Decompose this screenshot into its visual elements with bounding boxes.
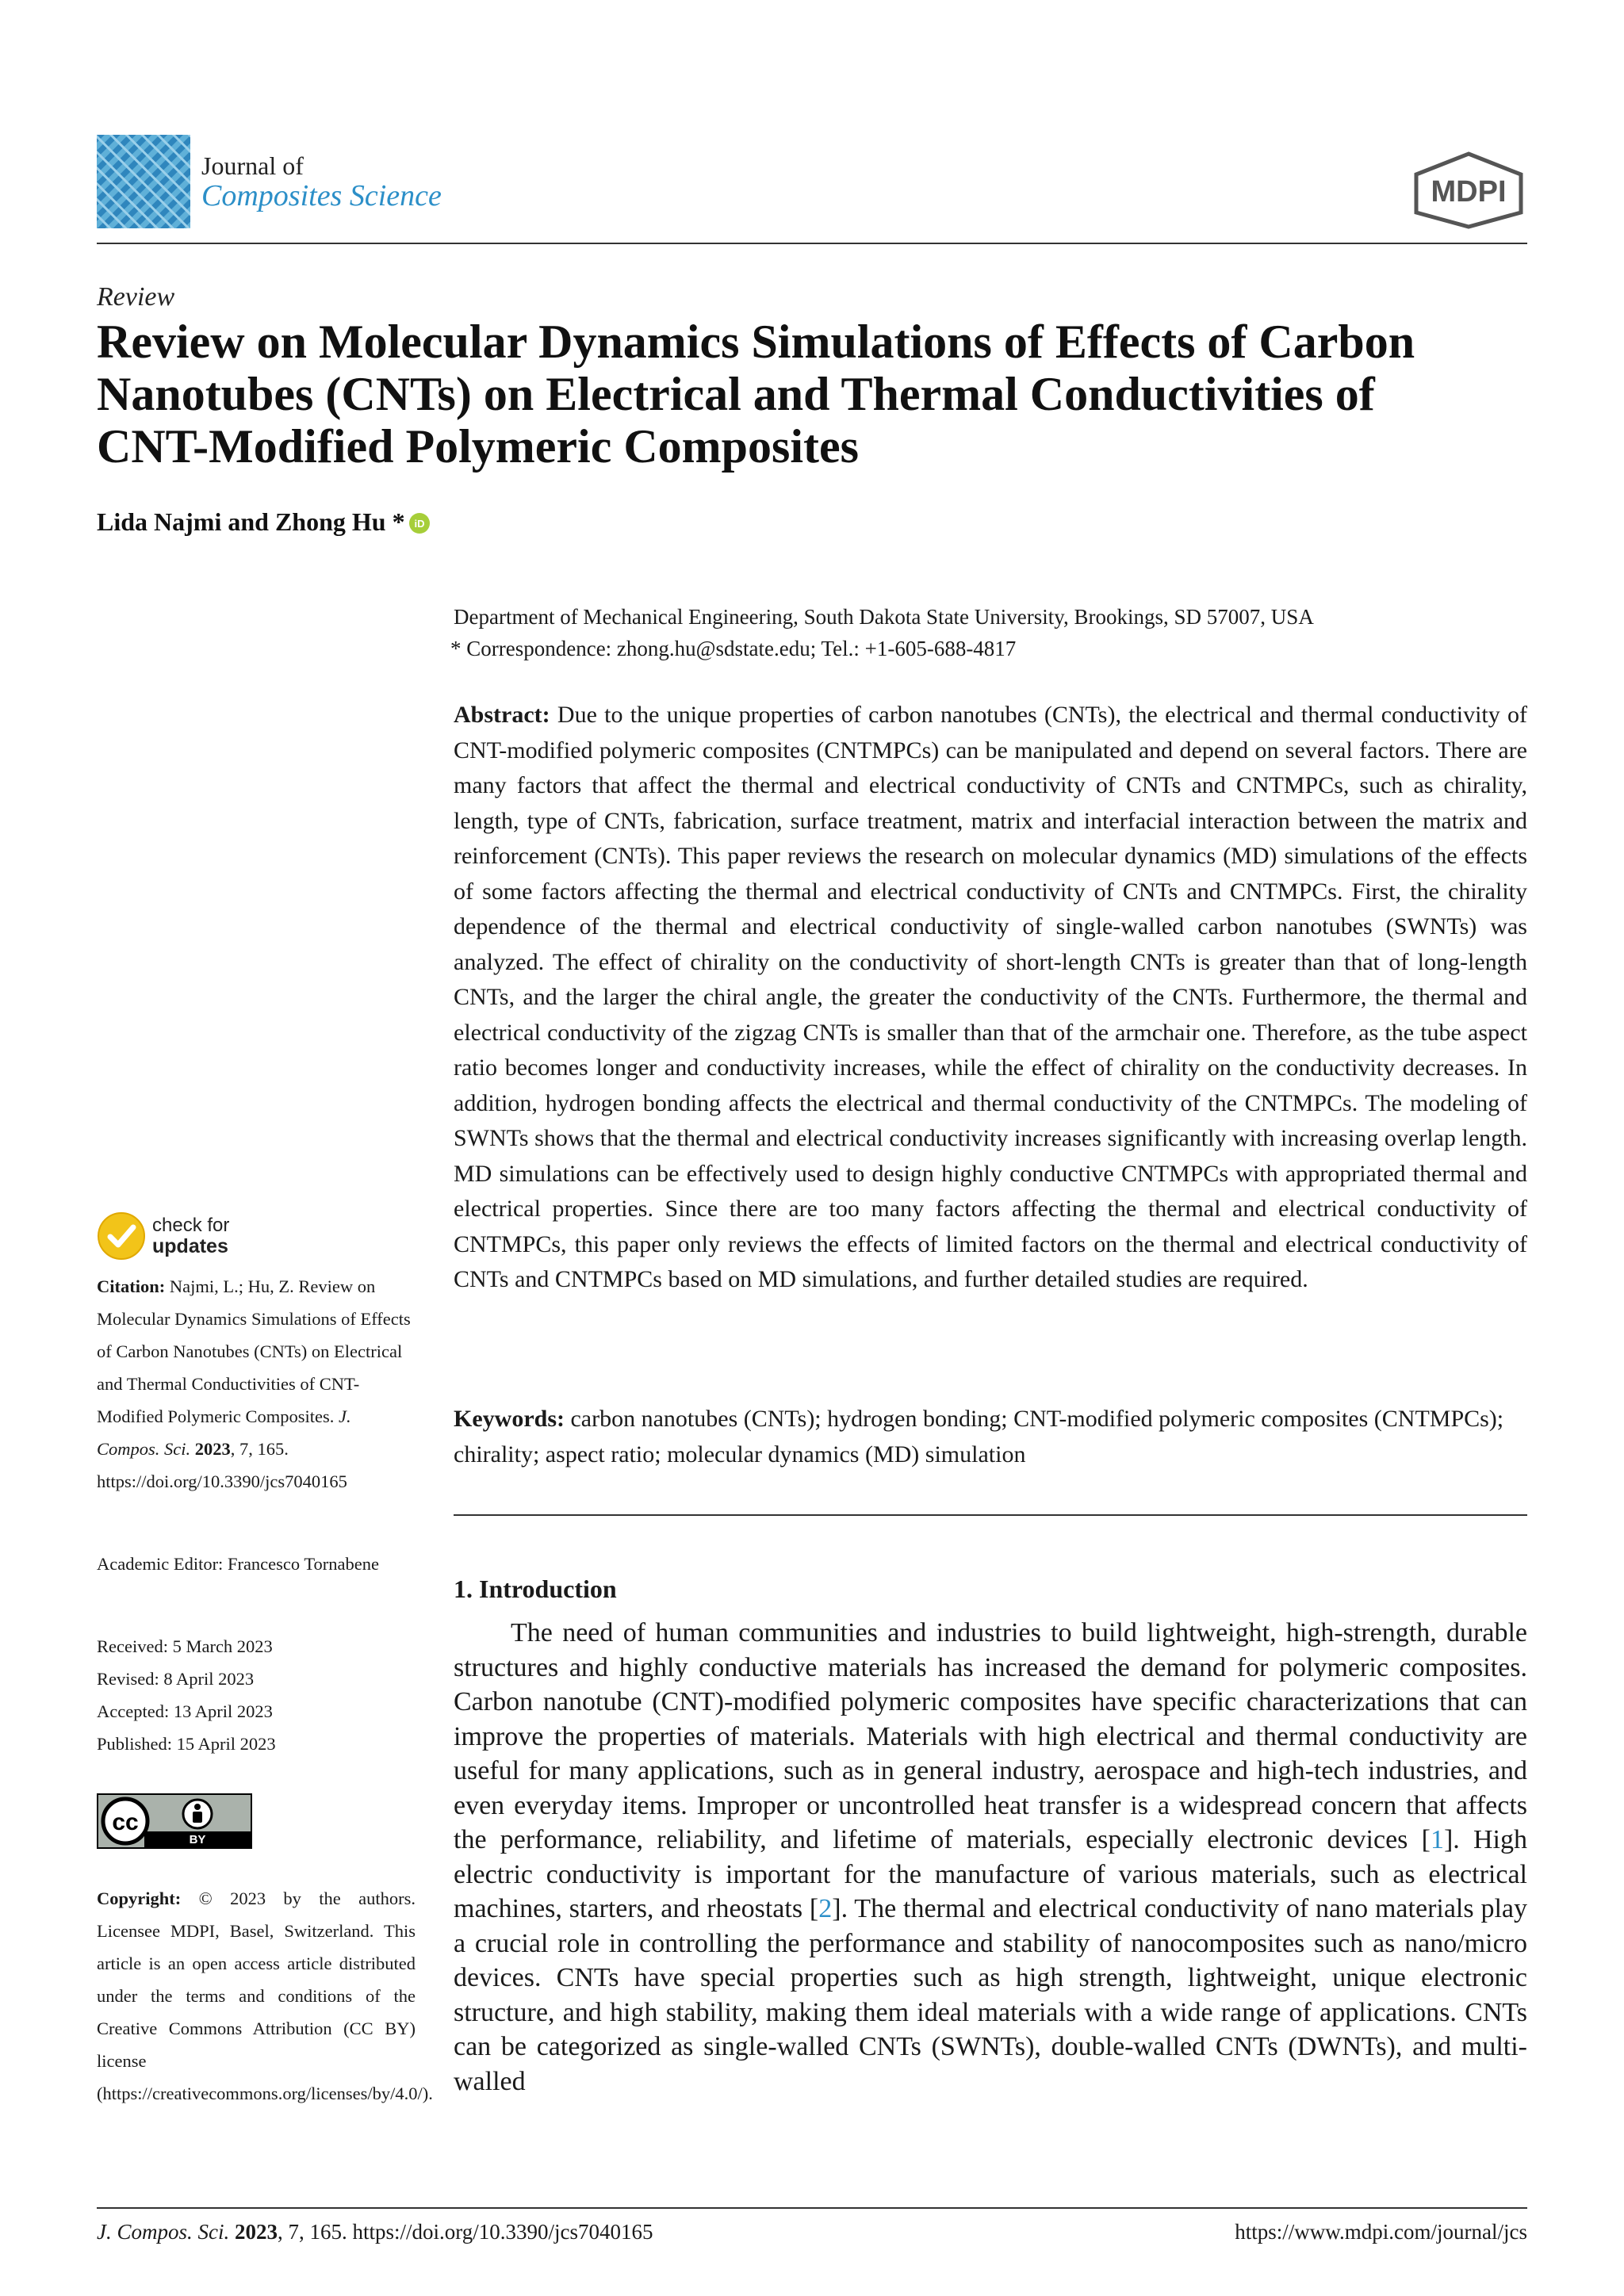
check-for-updates[interactable] xyxy=(97,1210,271,1262)
citation-link-2[interactable]: 2 xyxy=(818,1894,833,1923)
intro-text-part1: The need of human communities and industries to build lightweight, high-strength, durable structures and highly conductive materials has increased the demand for polymeric composites. Carbon nanotube (CNT)-modified polymeric composites have specific characterizations that can improve the properties of materials. Materials with high electrical and thermal conductivity are useful for many applications, such as in general industry, aerospace and high-tech industries, and even everyday items. Improper or uncontrolled heat transfer is a widespread concern that affects the performance, reliability, and lifetime of materials, especially electronic devices [ xyxy=(454,1618,1527,1854)
article-type: Review xyxy=(97,282,175,312)
citation-text: Najmi, L.; Hu, Z. Review on Molecular Dynamics Simulations of Effects of Carbon Nanotubes (CNTs) on Electrical and Thermal Conductivities of CNT-Modified Polymeric Composites. xyxy=(97,1276,411,1426)
orcid-icon[interactable] xyxy=(408,511,431,534)
footer-doi[interactable]: , 7, 165. https://doi.org/10.3390/jcs7040165 xyxy=(277,2220,653,2244)
journal-name-line1: Journal of xyxy=(201,151,304,180)
cc-by-license-badge[interactable] xyxy=(97,1793,252,1849)
svg-text:iD: iD xyxy=(414,517,425,530)
date-accepted: Accepted: 13 April 2023 xyxy=(97,1701,273,1721)
date-published: Published: 15 April 2023 xyxy=(97,1734,276,1754)
mdpi-logo[interactable] xyxy=(1410,151,1527,230)
abstract xyxy=(454,698,1527,1298)
publisher-name: MDPI xyxy=(1431,175,1507,209)
cc-by-label: BY xyxy=(189,1833,206,1846)
page-title: Review on Molecular Dynamics Simulations of Effects of Carbon Nanotubes (CNTs) on Electrical and Thermal Conductivities of CNT-Modified Polymeric Composites xyxy=(97,316,1415,473)
correspondence: * Correspondence: zhong.hu@sdstate.edu; Tel.: +1-605-688-4817 xyxy=(450,637,1017,660)
section-heading: 1. Introduction xyxy=(454,1575,617,1603)
check-updates-line1: check for xyxy=(152,1215,230,1236)
abstract-text: Due to the unique properties of carbon nanotubes (CNTs), the electrical and thermal conductivity of CNT-modified polymeric composites (CNTMPCs) can be manipulated and depend on several factors. There are many factors that affect the thermal and electrical conductivity of CNTs and CNTMPCs, such as chirality, length, type of CNTs, fabrication, surface treatment, matrix and interfacial interaction between the matrix and reinforcement (CNTs). This paper reviews the research on molecular dynamics (MD) simulations of the effects of some factors affecting the thermal and electrical conductivity of CNTs and CNTMPCs. First, the chirality dependence of the thermal and electrical conductivity of single-walled carbon nanotubes (SWNTs) was analyzed. The effect of chirality on the conductivity of short-length CNTs is greater than that of long-length CNTs, and the larger the chiral angle, the greater the conductivity of the CNTs. Furthermore, the thermal and electrical conductivity of the zigzag CNTs is smaller than that of the armchair one. Therefore, as the tube aspect ratio becomes longer and conductivity increases, while the effect of chirality on the conductivity decreases. In addition, hydrogen bonding affects the electrical and thermal conductivity of the CNTMPCs. The modeling of SWNTs shows that the thermal and electrical conductivity increases significantly with increasing overlap length. MD simulations can be effectively used to design highly conductive CNTMPCs with appropriated thermal and electrical properties. Since there are too many factors affecting the thermal and electrical conductivity of CNTMPCs, this paper only reviews the effects of limited factors on the thermal and electrical conductivity of CNTs and CNTMPCs based on MD simulations, and further detailed studies are required. xyxy=(454,702,1527,1292)
author-names: Lida Najmi and Zhong Hu * xyxy=(97,507,405,536)
keywords-label: Keywords: xyxy=(454,1406,565,1432)
footer-divider xyxy=(97,2207,1527,2209)
abstract-label: Abstract: xyxy=(454,702,550,728)
svg-text:cc: cc xyxy=(112,1809,139,1835)
keywords xyxy=(454,1402,1527,1472)
citation-journal: J. Compos. Sci. xyxy=(97,1406,351,1459)
header-divider xyxy=(97,243,1527,244)
footer-year: 2023 xyxy=(234,2220,278,2244)
affiliation: Department of Mechanical Engineering, South Dakota State University, Brookings, SD 57007, USA xyxy=(454,605,1314,629)
citation-label: Citation: xyxy=(97,1276,166,1296)
journal-name-line2: Composites Science xyxy=(201,179,442,212)
journal-name xyxy=(201,151,442,211)
footer-citation xyxy=(97,2220,653,2244)
copyright-text: © 2023 by the authors. Licensee MDPI, Basel, Switzerland. This article is an open access article distributed under the terms and conditions of the Creative Commons Attribution (CC BY) license (https://creativecommons.org/licenses/by/4.0/). xyxy=(97,1888,433,2103)
authors xyxy=(97,507,431,537)
keywords-text: carbon nanotubes (CNTs); hydrogen bonding; CNT-modified polymeric composites (CNTMPCs); chirality; aspect ratio; molecular dynamics (MD) simulation xyxy=(454,1406,1504,1468)
journal-logo xyxy=(97,135,190,228)
intro-text-part2: ]. High electric conductivity is important for the manufacture of various materials, such as electrical machines, starters, and rheostats [ xyxy=(454,1825,1527,1923)
intro-paragraph xyxy=(454,1616,1527,2099)
abstract-divider xyxy=(454,1514,1527,1516)
footer-journal: J. Compos. Sci. xyxy=(97,2220,230,2244)
copyright-label: Copyright: xyxy=(97,1888,182,1908)
check-updates-line2: updates xyxy=(152,1235,228,1257)
citation-block xyxy=(97,1270,416,1498)
footer-journal-url[interactable]: https://www.mdpi.com/journal/jcs xyxy=(1235,2220,1527,2244)
check-updates-icon xyxy=(97,1211,146,1261)
citation-year: 2023 xyxy=(194,1439,231,1459)
citation-link-1[interactable]: 1 xyxy=(1430,1825,1444,1854)
date-revised: Revised: 8 April 2023 xyxy=(97,1669,255,1689)
academic-editor: Academic Editor: Francesco Tornabene xyxy=(97,1554,379,1574)
date-received: Received: 5 March 2023 xyxy=(97,1636,273,1656)
intro-text-part3: ]. The thermal and electrical conductivity of nano materials play a crucial role in controlling the performance and stability of nanocomposites such as nano/micro devices. CNTs have special properties such as high strength, lightweight, unique electronic structure, and high stability, making them ideal materials with a wide range of applications. CNTs can be categorized as single-walled CNTs (SWNTs), double-walled CNTs (DWNTs), and multi-walled xyxy=(454,1894,1527,2096)
citation-doi[interactable]: , 7, 165. https://doi.org/10.3390/jcs7040165 xyxy=(97,1439,347,1491)
copyright-block xyxy=(97,1882,433,2110)
dates-block xyxy=(97,1630,416,1760)
